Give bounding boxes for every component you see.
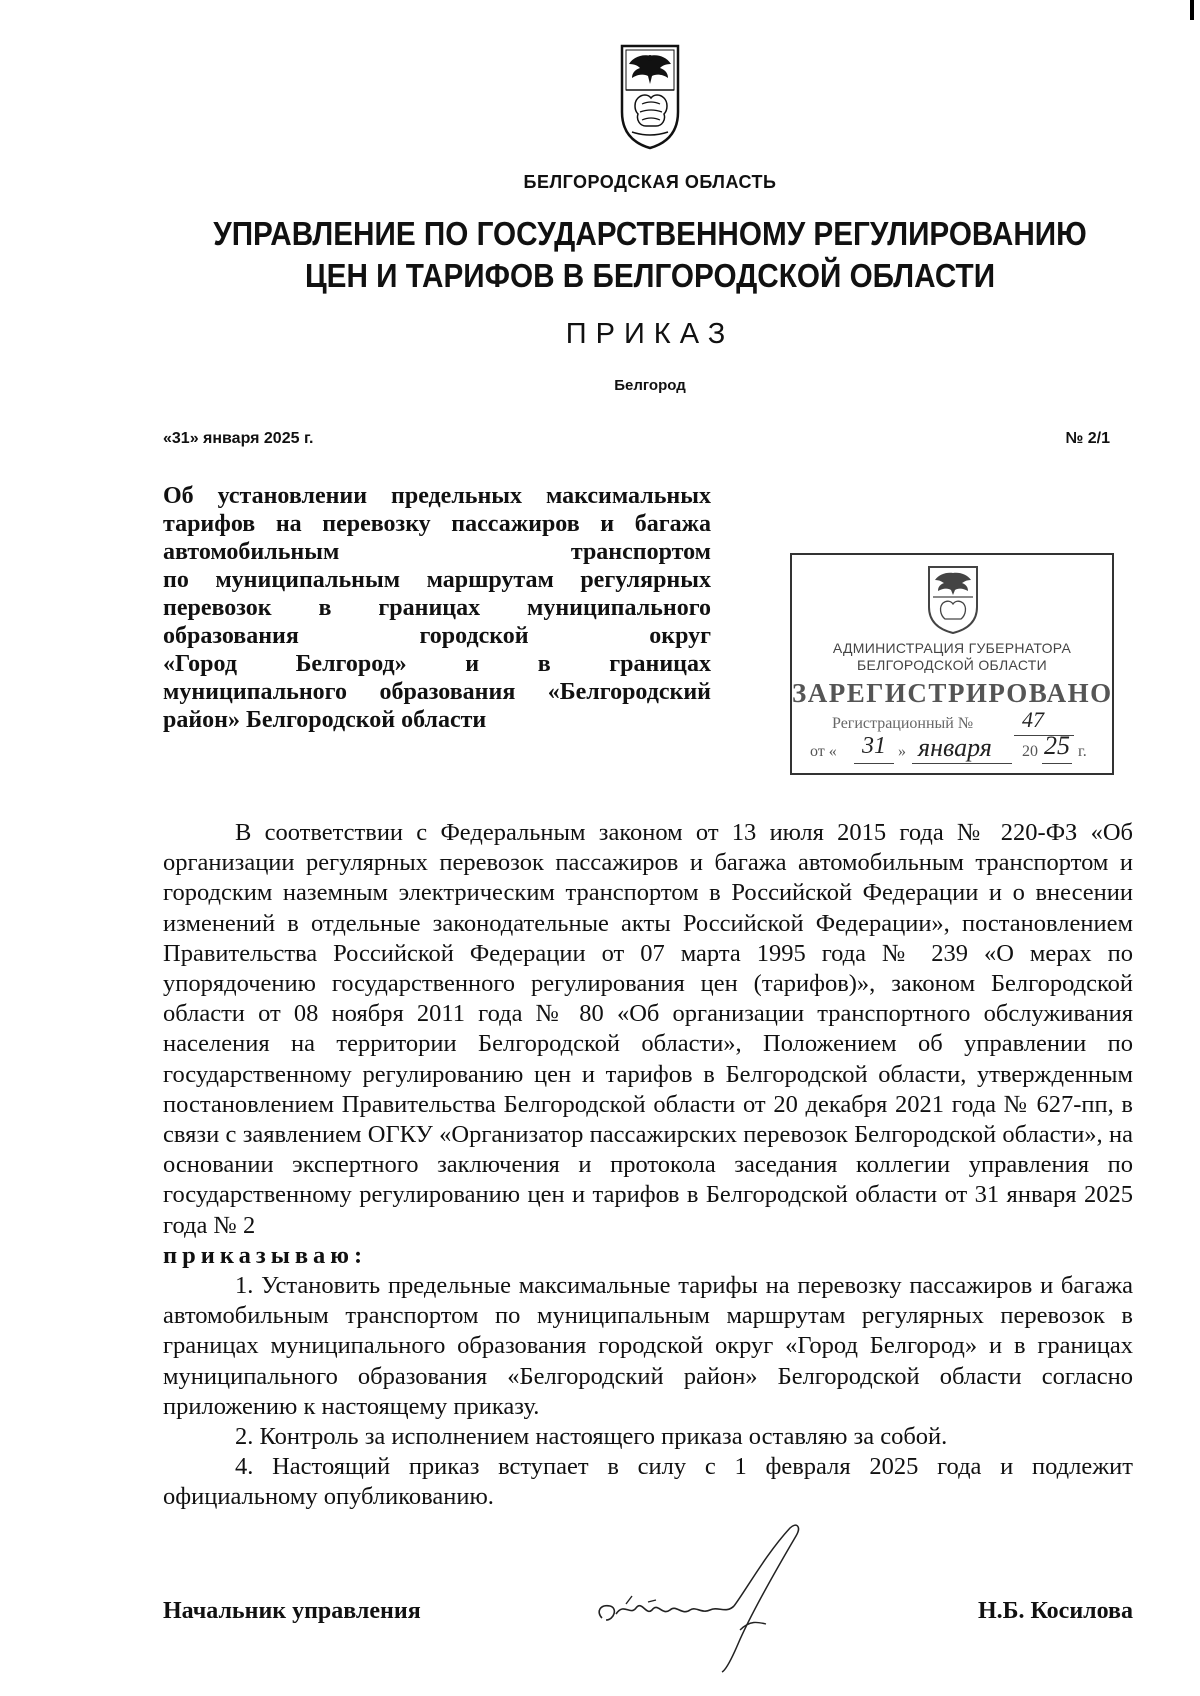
item-1-paragraph: 1. Установить предельные максимальные тарифы на перевозку пассажиров и багажа автомобильным транспортом по муниципальным маршрутам регулярных перевозок в границах муниципального образования городской округ «Город Белгород» и в границах муниципального образования «Белгородский район» Белгородской области согласно приложению к настоящему приказу. <box>163 1272 1133 1420</box>
signer-name: Н.Б. Косилова <box>977 1598 1133 1624</box>
order-word-paragraph <box>163 1241 1133 1271</box>
document-type: ПРИКАЗ <box>565 318 735 350</box>
signer-position: Начальник управления <box>163 1598 421 1624</box>
stamp-admin-line-2: БЕЛГОРОДСКОЙ ОБЛАСТИ <box>857 657 1047 673</box>
agency-line-2: ЦЕН И ТАРИФОВ В БЕЛГОРОДСКОЙ ОБЛАСТИ <box>304 257 996 294</box>
item-2-paragraph: 2. Контроль за исполнением настоящего приказа оставляю за собой. <box>235 1423 948 1451</box>
stamp-year-prefix: 20 <box>1022 743 1038 760</box>
stamp-underline <box>854 763 894 764</box>
subject-line: тарифов на перевозку пассажиров и багажа <box>163 511 711 537</box>
document-body <box>163 818 1133 1513</box>
order-word: приказываю: <box>163 1241 368 1269</box>
scan-edge-mark <box>1190 0 1194 20</box>
subject-line: «Город Белгород» и в границах <box>163 651 711 677</box>
stamp-quote-close: » <box>898 743 906 760</box>
preamble-text: В соответствии с Федеральным законом от 13 июля 2015 года № 220-ФЗ «Об организации регулярных перевозок пассажиров и багажа автомобильным транспортом и городским наземным электрическим транспортом в Российской Федерации и о внесении изменений в отдельные законодательные акты Российской Федерации», постановлением Правительства Российской Федерации от 07 марта 1995 года № 239 «О мерах по упорядочению государственного регулирования цен (тарифов)», законом Белгородской области от 08 ноября 2011 года № 80 «Об организации транспортного обслуживания населения на территории Белгородской области», Положением об управлении по государственному регулированию цен и тарифов в Белгородской области, утвержденным постановлением Правительства Белгородской области от 20 декабря 2021 года № 627-пп, в связи с заявлением ОГКУ «Организатор пассажирских перевозок Белгородской области», на основании экспертного заключения и протокола заседания коллегии управления по государственному регулированию цен и тарифов в Белгородской области от 31 января 2025 года № 2 <box>163 819 1133 1239</box>
stamp-underline <box>912 763 1012 764</box>
agency-line-1: УПРАВЛЕНИЕ ПО ГОСУДАРСТВЕННОМУ РЕГУЛИРОВАНИЮ <box>213 215 1087 252</box>
stamp-reg-number: 47 <box>1022 707 1044 732</box>
stamp-month: января <box>918 733 992 762</box>
subject-line: перевозок в границах муниципального <box>163 595 711 621</box>
subject-line: образования городской округ <box>163 623 711 649</box>
preamble-paragraph <box>163 818 1133 1241</box>
stamp-admin-line-1: АДМИНИСТРАЦИЯ ГУБЕРНАТОРА <box>832 640 1072 656</box>
stamp-admin <box>792 640 1112 674</box>
stamp-day: 31 <box>862 733 886 759</box>
subject-line: муниципального образования «Белгородский <box>163 679 711 705</box>
stamp-reg-label: Регистрационный № <box>832 715 974 732</box>
document-subject <box>163 482 711 734</box>
document-number: № 2/1 <box>1065 430 1110 447</box>
stamp-crest-icon <box>925 563 981 635</box>
region-name: БЕЛГОРОДСКАЯ ОБЛАСТЬ <box>523 172 777 192</box>
registration-stamp <box>790 553 1114 775</box>
stamp-year-end: г. <box>1078 743 1087 760</box>
agency-name <box>65 213 1200 297</box>
subject-line: по муниципальным маршрутам регулярных <box>163 567 711 593</box>
subject-line: Об установлении предельных максимальных <box>163 483 711 509</box>
stamp-year-suffix: 25 <box>1044 731 1070 760</box>
document-date: «31» января 2025 г. <box>163 430 314 447</box>
subject-line: район» Белгородской области <box>163 707 487 733</box>
stamp-underline <box>1042 763 1072 764</box>
handwritten-signature-icon <box>590 1520 820 1675</box>
subject-line: автомобильным транспортом <box>163 539 711 565</box>
stamp-registered: ЗАРЕГИСТРИРОВАНО <box>792 678 1113 708</box>
item-4-paragraph: 4. Настоящий приказ вступает в силу с 1 февраля 2025 года и подлежит официальному опубликованию. <box>163 1453 1133 1511</box>
city-name: Белгород <box>614 377 686 394</box>
coat-of-arms-icon <box>618 42 682 152</box>
stamp-from-label: от « <box>810 743 837 760</box>
